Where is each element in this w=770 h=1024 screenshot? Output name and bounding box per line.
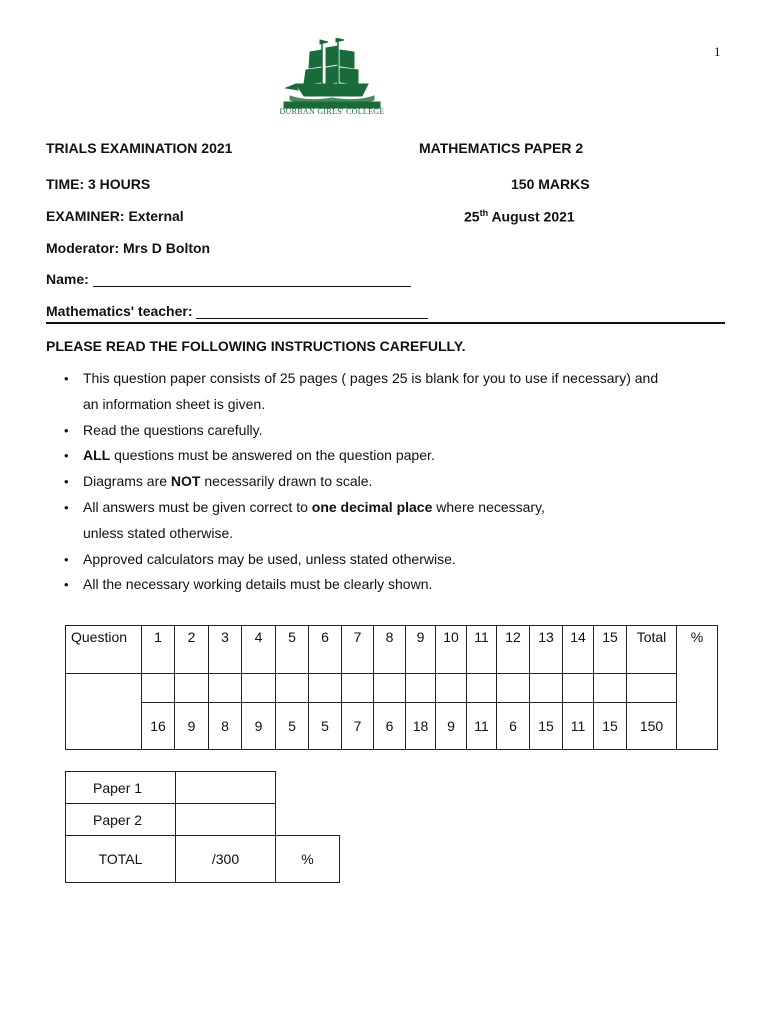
- score-cell[interactable]: [342, 674, 374, 703]
- list-item: • Diagrams are NOT necessarily drawn to scale.: [46, 469, 736, 495]
- paper1-score[interactable]: [176, 772, 276, 804]
- score-cell[interactable]: [563, 674, 594, 703]
- max-mark: 15: [530, 703, 563, 750]
- score-cell[interactable]: [627, 674, 677, 703]
- max-mark: 5: [276, 703, 309, 750]
- name-field[interactable]: Name:: [46, 271, 411, 287]
- total-label: TOTAL: [66, 836, 176, 883]
- score-cell[interactable]: [530, 674, 563, 703]
- score-cell[interactable]: [406, 674, 436, 703]
- score-cell[interactable]: [276, 674, 309, 703]
- question-number: 9: [406, 626, 436, 674]
- instructions-list: [46, 366, 736, 598]
- exam-title: TRIALS EXAMINATION 2021: [46, 140, 233, 156]
- table-row: [66, 703, 718, 750]
- max-mark: 6: [497, 703, 530, 750]
- percent-header: %: [677, 626, 718, 750]
- score-cell[interactable]: [242, 674, 276, 703]
- empty-cell: [276, 772, 340, 804]
- score-cell[interactable]: [309, 674, 342, 703]
- paper2-score[interactable]: [176, 804, 276, 836]
- question-number: 6: [309, 626, 342, 674]
- score-cell[interactable]: [66, 674, 142, 750]
- question-number: 14: [563, 626, 594, 674]
- question-number: 3: [209, 626, 242, 674]
- exam-time: TIME: 3 HOURS: [46, 176, 151, 192]
- question-number: 2: [175, 626, 209, 674]
- subject-title: MATHEMATICS PAPER 2: [419, 140, 584, 156]
- total-max: 150: [627, 703, 677, 750]
- question-number: 7: [342, 626, 374, 674]
- table-row: [66, 674, 718, 703]
- score-cell[interactable]: [594, 674, 627, 703]
- max-mark: 9: [242, 703, 276, 750]
- question-number: 15: [594, 626, 627, 674]
- table-row: [66, 836, 340, 883]
- table-row: [66, 804, 340, 836]
- max-mark: 18: [406, 703, 436, 750]
- score-cell[interactable]: [497, 674, 530, 703]
- total-out-of[interactable]: /300: [176, 836, 276, 883]
- score-cell[interactable]: [436, 674, 467, 703]
- table-row: [66, 772, 340, 804]
- total-marks: 150 MARKS: [511, 176, 590, 192]
- question-number: 1: [142, 626, 175, 674]
- question-label: Question: [66, 626, 142, 674]
- max-mark: 9: [175, 703, 209, 750]
- max-mark: 11: [467, 703, 497, 750]
- question-number: 13: [530, 626, 563, 674]
- score-cell[interactable]: [175, 674, 209, 703]
- empty-cell: [276, 804, 340, 836]
- max-mark: 5: [309, 703, 342, 750]
- paper1-label: Paper 1: [66, 772, 176, 804]
- teacher-field[interactable]: Mathematics' teacher:: [46, 303, 428, 319]
- marks-table: [65, 625, 718, 750]
- summary-table: [65, 771, 340, 883]
- max-mark: 8: [209, 703, 242, 750]
- score-cell[interactable]: [209, 674, 242, 703]
- score-cell[interactable]: [467, 674, 497, 703]
- list-item: • Read the questions carefully.: [46, 418, 736, 444]
- max-mark: 16: [142, 703, 175, 750]
- moderator: Moderator: Mrs D Bolton: [46, 240, 211, 256]
- max-mark: 6: [374, 703, 406, 750]
- divider: [46, 322, 725, 324]
- examiner: EXAMINER: External: [46, 208, 184, 224]
- question-number: 8: [374, 626, 406, 674]
- max-mark: 9: [436, 703, 467, 750]
- list-item: • Approved calculators may be used, unless stated otherwise.: [46, 547, 736, 573]
- question-number: 12: [497, 626, 530, 674]
- exam-date: 25th August 2021: [464, 208, 575, 225]
- question-number: 4: [242, 626, 276, 674]
- question-number: 10: [436, 626, 467, 674]
- question-number: 11: [467, 626, 497, 674]
- page-number: 1: [714, 44, 721, 59]
- score-cell[interactable]: [142, 674, 175, 703]
- list-item: • All the necessary working details must be clearly shown.: [46, 572, 736, 598]
- paper2-label: Paper 2: [66, 804, 176, 836]
- question-number: 5: [276, 626, 309, 674]
- total-header: Total: [627, 626, 677, 674]
- max-mark: 11: [563, 703, 594, 750]
- max-mark: 7: [342, 703, 374, 750]
- table-row: [66, 626, 718, 674]
- list-item: • All answers must be given correct to one decimal place where necessary, unless stated otherwise.: [46, 495, 736, 547]
- instructions-title: PLEASE READ THE FOLLOWING INSTRUCTIONS CAREFULLY.: [46, 338, 466, 354]
- max-mark: 15: [594, 703, 627, 750]
- college-name: DURBAN GIRLS' COLLEGE: [279, 107, 385, 116]
- total-percent[interactable]: %: [276, 836, 340, 883]
- list-item: • ALL questions must be answered on the question paper.: [46, 443, 736, 469]
- score-cell[interactable]: [374, 674, 406, 703]
- list-item: • This question paper consists of 25 pages ( pages 25 is blank for you to use if necessary) and an information sheet is given.: [46, 366, 736, 418]
